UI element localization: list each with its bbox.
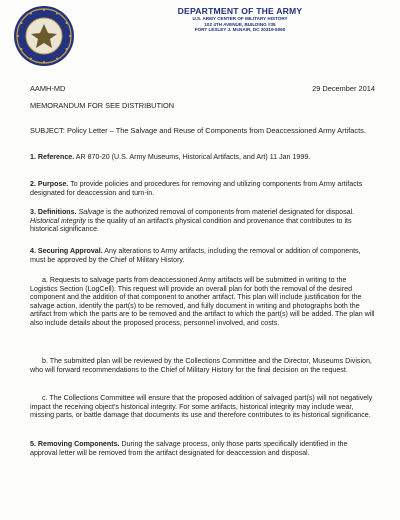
paragraph-heading: Purpose. bbox=[37, 180, 69, 188]
paragraph-number: 5. bbox=[30, 440, 36, 448]
subparagraph-text: Requests to salvage parts from deaccessioned Army artifacts will be submitted in writing to the Logistics Section (LogCell). This request will provide an overall plan for both the removal of the desired component and the addition of that component to another artifact. This plan will include justification for the salvage action, identify the part(s) to be removed, and fully document in writing and photographs both the artifact from which the parts are to be removed and the artifact to which the part(s) will be added. The plan will also include details about the proposed process, personnel involved, and costs. bbox=[30, 276, 375, 327]
memo-for: MEMORANDUM FOR SEE DISTRIBUTION bbox=[30, 101, 175, 110]
definition-term-salvage: Salvage bbox=[78, 208, 105, 216]
definition-historical-integrity-text: is the quality of an artifact's physical condition and provenance that contributes to its historical significance. bbox=[30, 216, 352, 233]
definition-term-historical-integrity: Historical integrity bbox=[30, 216, 86, 225]
paragraph-text: To provide policies and procedures for removing and utilizing components from Army artifacts designated for deaccession and turn-in. bbox=[30, 180, 363, 197]
letterhead-line-1: U.S. ARMY CENTER OF MILITARY HISTORY bbox=[192, 16, 288, 21]
subparagraph-b bbox=[30, 357, 375, 374]
paragraph-heading: Securing Approval. bbox=[37, 247, 103, 255]
subparagraph-letter: a. bbox=[42, 276, 48, 284]
subparagraph-letter: c. bbox=[42, 394, 48, 402]
letterhead-line-2: 102 4TH AVENUE, BUILDING #35 bbox=[204, 21, 276, 27]
paragraph-purpose bbox=[30, 180, 375, 197]
paragraph-number: 1. bbox=[30, 153, 36, 161]
subparagraph-letter: b. bbox=[42, 357, 48, 365]
paragraph-text: AR 870-20 (U.S. Army Museums, Historical Artifacts, and Art) 11 Jan 1999. bbox=[75, 153, 311, 161]
subparagraph-c bbox=[30, 394, 375, 420]
paragraph-heading: Removing Components. bbox=[37, 440, 120, 448]
paragraph-securing-approval bbox=[30, 247, 375, 264]
definition-salvage-text: is the authorized removal of components from materiel designated for disposal. bbox=[106, 208, 355, 216]
paragraph-number: 3. bbox=[30, 208, 36, 216]
subparagraph-text: The Collections Committee will ensure that the proposed addition of salvaged part(s) will not negatively impact the receiving object's historical integrity. For some artifacts, historical integrity may include wear, missing parts, or battle damage that documents its use and therefore contributes to its historical significance. bbox=[30, 394, 373, 419]
subparagraph-text: The submitted plan will be reviewed by the Collections Committee and the Director, Museums Division, who will forward recommendations to the Chief of Military History for the final decision on the request. bbox=[30, 357, 372, 374]
office-symbol: AAMH-MD bbox=[30, 84, 66, 93]
subject-line bbox=[30, 126, 375, 135]
paragraph-number: 2. bbox=[30, 180, 36, 188]
paragraph-removing-components bbox=[30, 440, 375, 457]
department-of-defense-seal-icon bbox=[12, 4, 76, 68]
paragraph-number: 4. bbox=[30, 247, 36, 255]
paragraph-heading: Reference. bbox=[37, 153, 75, 161]
subject-text: Policy Letter – The Salvage and Reuse of Components from Deaccessioned Army Artifacts. bbox=[66, 126, 366, 135]
paragraph-text: During the salvage process, only those parts specifically identified in the approval letter will be removed from the artifact designated for deaccession and disposal. bbox=[30, 440, 348, 457]
paragraph-definitions bbox=[30, 208, 375, 234]
paragraph-reference bbox=[30, 153, 375, 162]
subparagraph-a bbox=[30, 276, 375, 327]
paragraph-heading: Definitions. bbox=[37, 208, 77, 216]
letterhead-line-3: FORT LESLEY J. McNAIR, DC 20319-5060 bbox=[194, 27, 286, 33]
subject-label: SUBJECT: bbox=[30, 126, 65, 135]
memo-date: 29 December 2014 bbox=[312, 84, 375, 93]
letterhead-title: DEPARTMENT OF THE ARMY bbox=[177, 6, 303, 16]
letterhead bbox=[100, 6, 380, 33]
paragraph-text: Any alterations to Army artifacts, including the removal or addition of components, must be approved by the Chief of Military History. bbox=[30, 247, 361, 264]
